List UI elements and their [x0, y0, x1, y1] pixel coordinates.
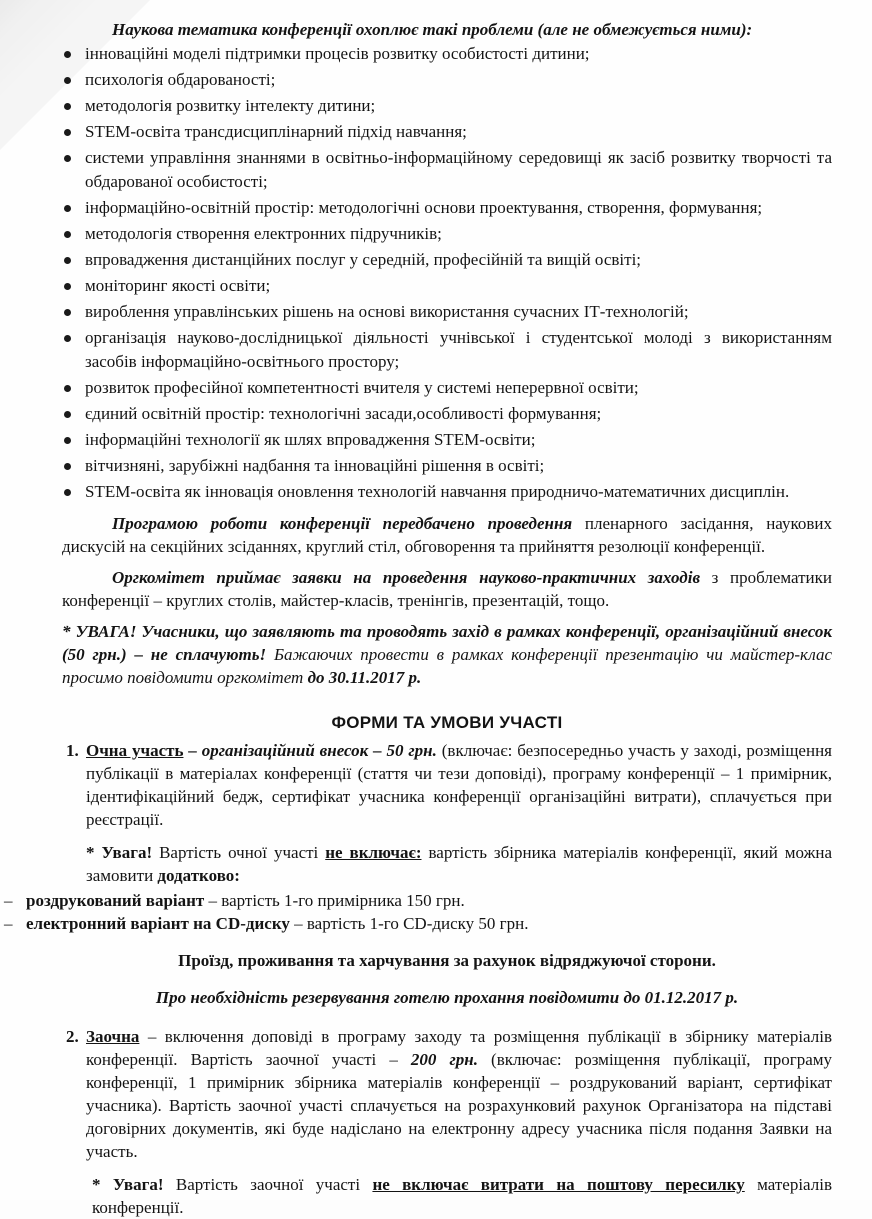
- participation-text-2: (включає: розміщення публікації, програму конференції, 1 примірник збірника матеріалів конференції – роздрукований варіант, сертифікат учасника). Вартість заочної участі сплачується на розрахунковий рахунок Організатора на підставі договірних документів, які буде надіслано на електронну адресу учасника після подання Заявки на участь.: [86, 1050, 832, 1161]
- topic-item: [62, 42, 832, 66]
- topic-item: [62, 196, 832, 220]
- bullet-icon: [64, 335, 71, 342]
- item-number: 2.: [66, 1027, 79, 1046]
- topic-item: [62, 376, 832, 400]
- attention-paragraph: [62, 620, 832, 689]
- topic-item: [62, 326, 832, 374]
- topic-item: [62, 454, 832, 478]
- topic-text: STEM-освіта як інновація оновлення технологій навчання природничо-математичних дисциплін.: [85, 482, 790, 501]
- option-name: електронний варіант на CD-диску: [26, 914, 290, 933]
- topic-item: [62, 300, 832, 324]
- travel-note: Проїзд, проживання та харчування за рахунок відряджуючої сторони.: [178, 951, 716, 970]
- topic-item: [62, 248, 832, 272]
- participation-fee: – організаційний внесок – 50 грн.: [183, 741, 437, 760]
- bullet-icon: [64, 257, 71, 264]
- topic-text: єдиний освітній простір: технологічні засади,особливості формування;: [85, 404, 602, 423]
- topic-item: [62, 68, 832, 92]
- note-text: Вартість заочної участі: [163, 1175, 373, 1194]
- bullet-icon: [64, 489, 71, 496]
- program-bold: Програмою роботи конференції передбачено проведення: [112, 514, 573, 533]
- note-text: Вартість очної участі: [152, 843, 326, 862]
- bullet-icon: [64, 231, 71, 238]
- bullet-icon: [64, 51, 71, 58]
- bullet-icon: [64, 437, 71, 444]
- bullet-icon: [64, 385, 71, 392]
- attention-text: Бажаючих провести в рамках конференції презентацію чи майстер-клас просимо повідомити оргкомітет: [62, 645, 832, 687]
- bullet-icon: [64, 155, 71, 162]
- note-additional: додатково:: [157, 866, 240, 885]
- bullet-icon: [64, 129, 71, 136]
- bullet-icon: [64, 309, 71, 316]
- note-star: * Увага!: [92, 1175, 164, 1194]
- topics-list: [62, 42, 832, 504]
- bullet-icon: [64, 411, 71, 418]
- topic-text: інноваційні моделі підтримки процесів розвитку особистості дитини;: [85, 44, 590, 63]
- bullet-icon: [64, 283, 71, 290]
- bullet-icon: [64, 77, 71, 84]
- option-dash: –: [4, 891, 13, 910]
- attention-deadline: до 30.11.2017 р.: [307, 668, 422, 687]
- topic-item: [62, 274, 832, 298]
- topic-text: методологія створення електронних підручників;: [85, 224, 442, 243]
- topic-text: методологія розвитку інтелекту дитини;: [85, 96, 376, 115]
- topic-item: [62, 480, 832, 504]
- participation-fee: 200 грн.: [410, 1050, 478, 1069]
- topic-item: [62, 146, 832, 194]
- option-dash: –: [4, 914, 13, 933]
- topic-item: [62, 428, 832, 452]
- topic-text: розвиток професійної компетентності вчителя у системі неперервної освіти;: [85, 378, 639, 397]
- remote-note: [92, 1173, 832, 1219]
- bullet-icon: [64, 103, 71, 110]
- note-not-included: не включає:: [325, 843, 422, 862]
- topic-text: STEM-освіта трансдисциплінарний підхід навчання;: [85, 122, 467, 141]
- orgcom-bold: Оргкомітет приймає заявки на проведення науково-практичних заходів: [112, 568, 701, 587]
- participation-item-inperson: [62, 739, 832, 831]
- bullet-icon: [64, 463, 71, 470]
- participation-text: – включення доповіді в програму заходу та розміщення публікації в збірнику матеріалів конференції. Вартість заочної участі –: [86, 1027, 832, 1069]
- participation-item-remote: [62, 1025, 832, 1163]
- topic-text: системи управління знаннями в освітньо-інформаційному середовищі як засіб розвитку творчості та обдарованої особистості;: [85, 148, 832, 191]
- topic-text: вироблення управлінських рішень на основі використання сучасних ІТ-технологій;: [85, 302, 689, 321]
- option-text: – вартість 1-го CD-диску 50 грн.: [289, 914, 529, 933]
- item-number: 1.: [66, 741, 79, 760]
- program-paragraph: [62, 512, 832, 558]
- note-text-2: вартість збірника матеріалів конференції, який можна замовити: [86, 843, 832, 885]
- document-body: [4, 18, 833, 1219]
- topic-text: інформаційні технології як шлях впровадження STEM-освіти;: [85, 430, 536, 449]
- orgcom-paragraph: [62, 566, 832, 612]
- option-printed: [0, 889, 832, 912]
- topics-intro: Наукова тематика конференції охоплює такі проблеми (але не обмежується ними):: [112, 20, 753, 39]
- option-cd: [0, 912, 832, 935]
- hotel-note: Про необхідність резервування готелю прохання повідомити до 01.12.2017 р.: [155, 988, 739, 1007]
- topic-item: [62, 402, 832, 426]
- section-title: ФОРМИ ТА УМОВИ УЧАСТІ: [331, 713, 563, 732]
- topic-text: психологія обдарованості;: [85, 70, 276, 89]
- topic-text: вітчизняні, зарубіжні надбання та інноваційні рішення в освіті;: [85, 456, 545, 475]
- topic-text: організація науково-дослідницької діяльності учнівської і студентської молоді з використанням засобів інформаційно-освітнього простору;: [85, 328, 832, 371]
- note-star: * Увага!: [86, 843, 153, 862]
- attention-bold: * УВАГА! Учасники, що заявляють та проводять захід в рамках конференції, організаційний внесок (50 грн.) – не сплачують!: [62, 622, 832, 664]
- option-text: – вартість 1-го примірника 150 грн.: [204, 891, 465, 910]
- options-list: [0, 889, 832, 935]
- topic-text: інформаційно-освітній простір: методологічні основи проектування, створення, формування;: [85, 198, 763, 217]
- orgcom-text: з проблематики конференції – круглих столів, майстер-класів, тренінгів, презентацій, тощо.: [62, 568, 833, 610]
- bullet-icon: [64, 205, 71, 212]
- topic-item: [62, 222, 832, 246]
- program-text: пленарного засідання, наукових дискусій на секційних зсіданнях, круглий стіл, обговорення та прийняття резолюції конференції.: [62, 514, 832, 556]
- inperson-note: [86, 841, 832, 887]
- topic-item: [62, 120, 832, 144]
- participation-type: Заочна: [86, 1027, 140, 1046]
- topic-text: впровадження дистанційних послуг у середній, професійній та вищій освіті;: [85, 250, 642, 269]
- note-not-included: не включає витрати на поштову пересилку: [372, 1175, 745, 1194]
- option-name: роздрукований варіант: [26, 891, 205, 910]
- participation-type: Очна участь: [86, 741, 184, 760]
- topic-text: моніторинг якості освіти;: [85, 276, 271, 295]
- participation-text: (включає: безпосередньо участь у заході, розміщення публікації в матеріалах конференції (стаття чи тези доповіді), програму конференції – 1 примірник, ідентифікаційний бедж, сертифікат учасника конференції організаційні витрати), сплачується при реєстрації.: [86, 741, 832, 829]
- topic-item: [62, 94, 832, 118]
- note-text-2: матеріалів конференції.: [92, 1175, 832, 1217]
